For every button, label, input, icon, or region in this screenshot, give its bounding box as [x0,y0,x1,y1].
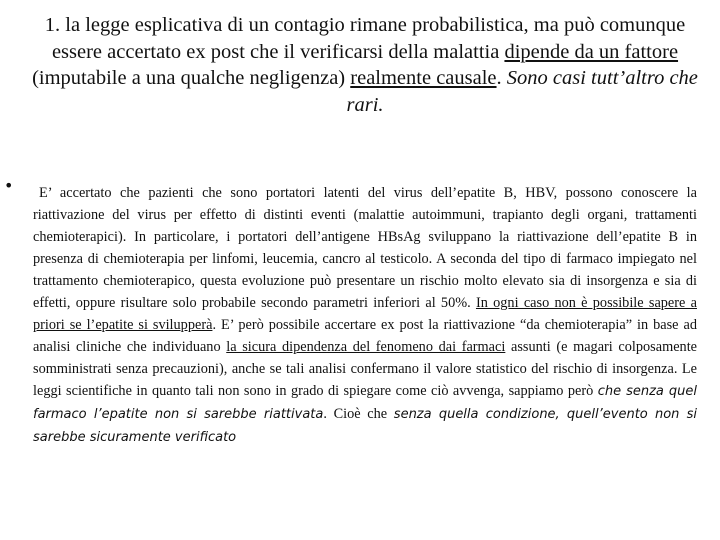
heading-underlined-causal: realmente causale [350,67,497,89]
bullet-paragraph [33,182,697,449]
heading-period: . [496,67,507,89]
body-underline-1: In ogni caso non è possibile sapere a priori se l’epatite si svilupperà [33,295,697,333]
body-underline-2: la sicura dipendenza del fenomeno dai farmaci [226,339,506,355]
body-italic-1: che senza quel farmaco l’epatite non si sarebbe riattivata [33,384,697,422]
body-text-1: E’ accertato che pazienti che sono portatori latenti del virus dell’epatite B, HBV, possono conoscere la riattivazione del virus per effetto di distinti eventi (malattie autoimmuni, trapianto degli organi, trattamenti chemioterapici). In particolare, i portatori dell’antigene HBsAg sviluppano la riattivazione dell’epatite B in presenza di chemioterapia per linfomi, leucemia, cancro al testicolo. A seconda del tipo di farmaco impiegato nel trattamento chemioterapico, questa evoluzione può presentare un rischio molto elevato sia di insorgenza e sia di effetti, oppure risultare solo probabile secondo parametri inferiori al 50%. [33,185,697,311]
heading-text-paren: (imputabile a una qualche negligenza) [32,67,351,89]
heading-underlined-factor: dipende da un fattore [504,40,679,63]
heading-italic-note: Sono casi tutt’altro che rari. [346,67,698,116]
body-italic-2: senza quella condizione, quell’evento non si sarebbe sicuramente verificato [33,407,698,445]
body-text-2: . E’ però possibile accertare ex post la riattivazione “da chemioterapia” in base ad analisi cliniche che individuano [33,317,697,355]
heading-paragraph [30,12,700,118]
body-text-3: assunti (e magari colposamente somministrati senza precauzioni), anche se tali analisi confermano il valore statistico del rischio di insorgenza. Le leggi scientifiche in quanto tali non sono in grado di spiegare come ciò avvenga, sappiamo però [33,339,698,399]
body-text-4: . Cioè che [323,406,394,422]
bullet-icon: • [4,176,14,195]
heading-text: 1. la legge esplicativa di un contagio rimane probabilistica, ma può comunque essere accertato ex post che il verificarsi della malattia [44,14,686,63]
